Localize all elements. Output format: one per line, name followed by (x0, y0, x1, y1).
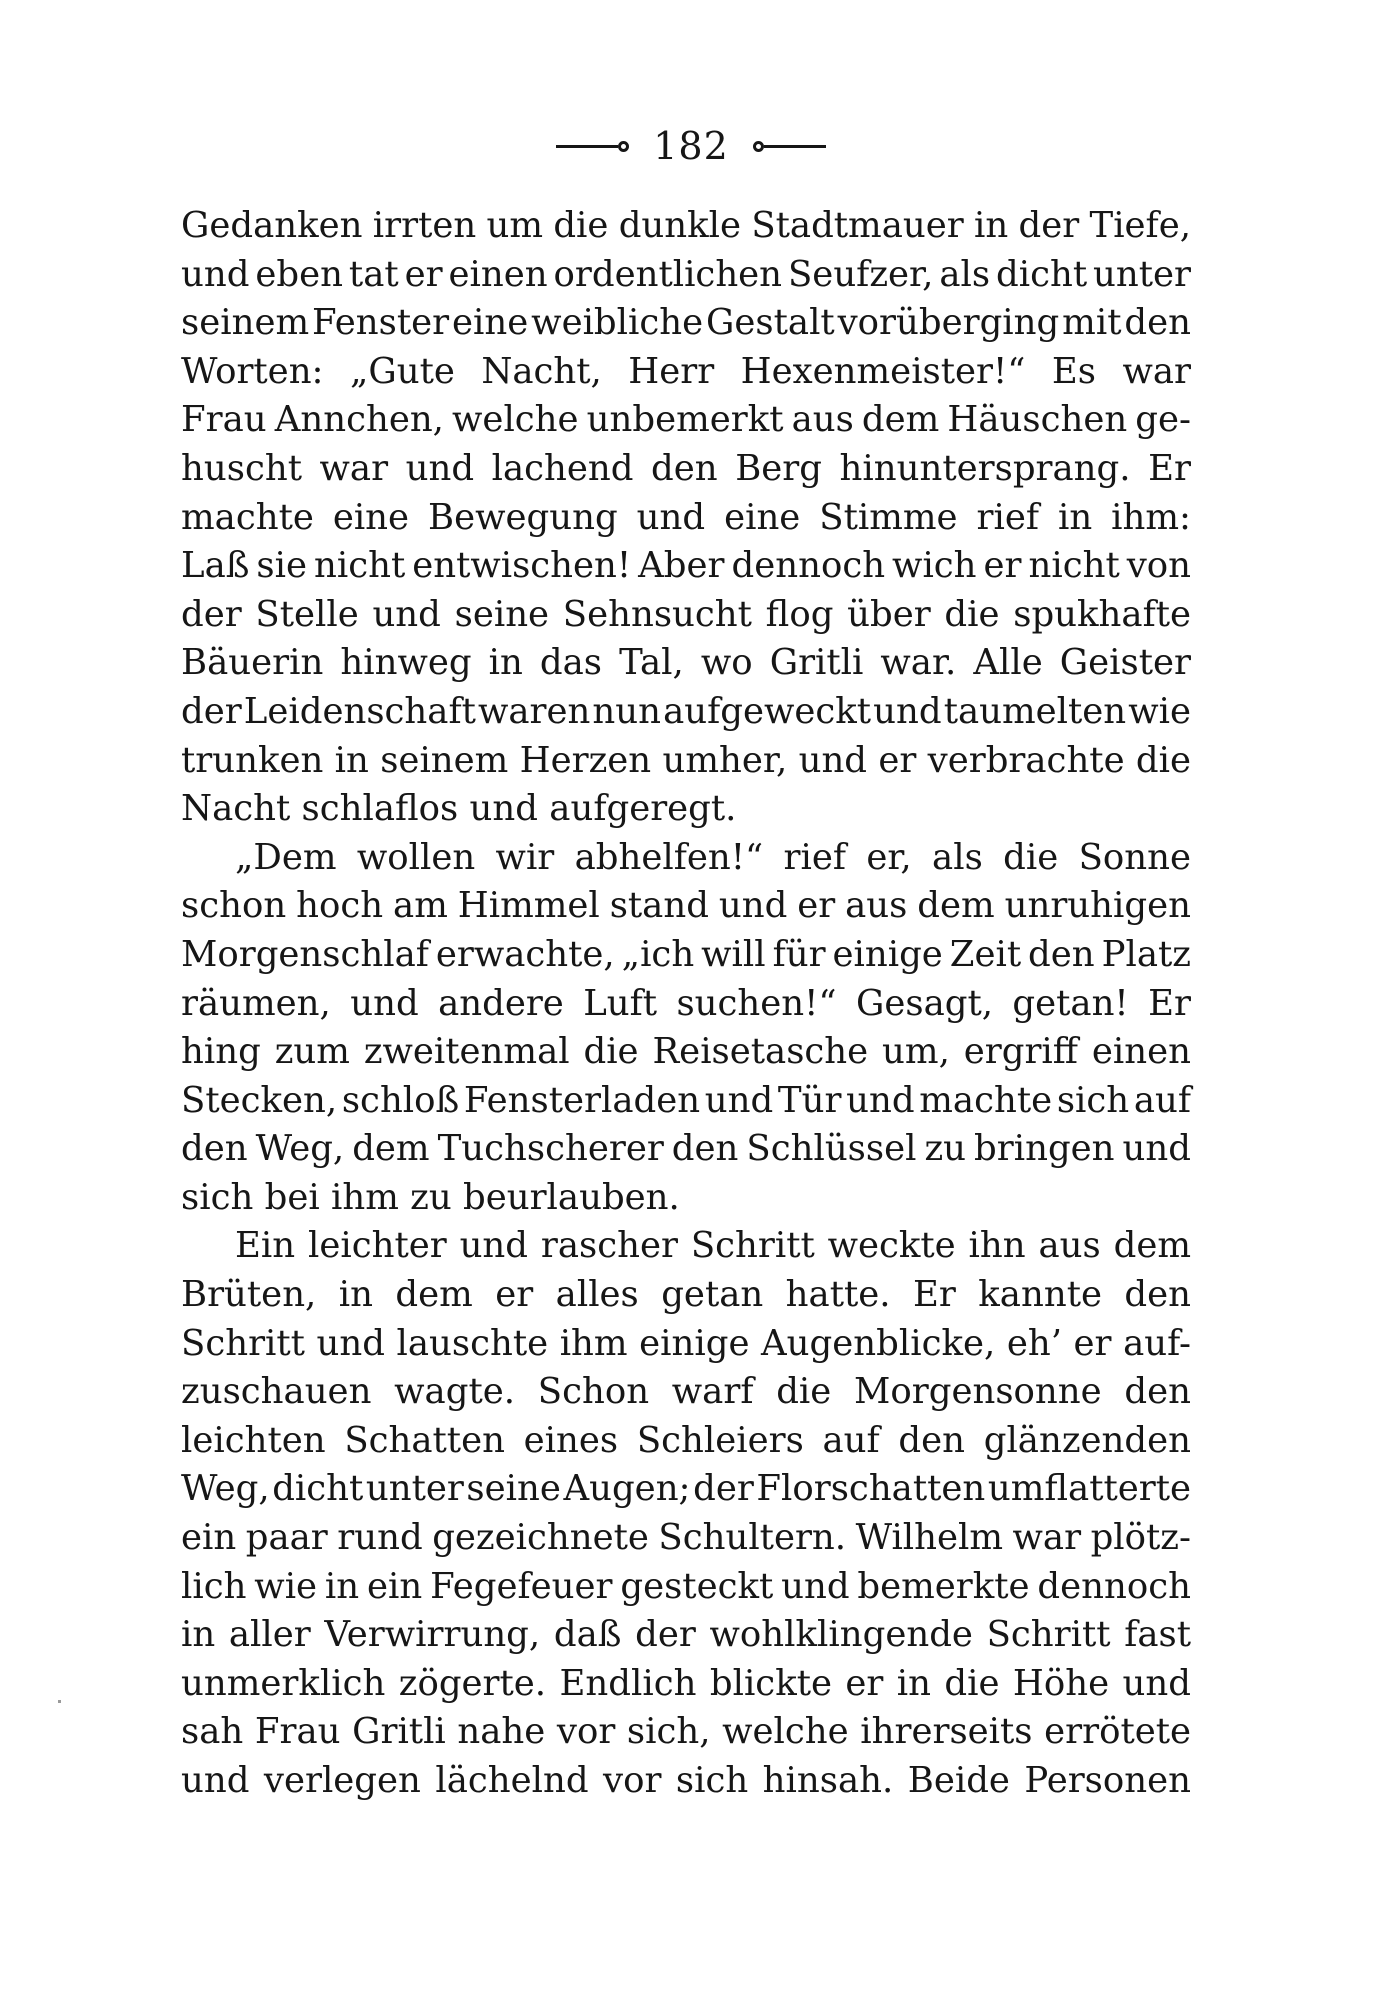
text-line: Schritt und lauschte ihm einige Augenblicke, eh’ er auf- (181, 1322, 1191, 1364)
text-line: leichten Schatten eines Schleiers auf den glänzenden (181, 1419, 1191, 1461)
right-ornament (753, 141, 826, 152)
body-text (181, 202, 1191, 1806)
text-line: hing zum zweitenmal die Reisetasche um, ergriff einen (181, 1031, 1191, 1073)
text-line: den Weg, dem Tuchscherer den Schlüssel zu bringen und (181, 1128, 1191, 1170)
text-line: ein paar rund gezeichnete Schultern. Wilhelm war plötz- (181, 1517, 1191, 1559)
text-line: Frau Annchen, welche unbemerkt aus dem Häuschen ge- (181, 399, 1191, 441)
page-number: 182 (653, 124, 729, 168)
text-line: Morgenschlaf erwachte, „ich will für einige Zeit den Platz (181, 933, 1191, 975)
text-line: seinem Fenster eine weibliche Gestalt vorüberging mit den (181, 302, 1191, 344)
text-line: machte eine Bewegung und eine Stimme rief in ihm: (181, 496, 1191, 538)
paragraph-start-line: „Dem wollen wir abhelfen!“ rief er, als die Sonne (235, 836, 1191, 878)
text-line: und verlegen lächelnd vor sich hinsah. Beide Personen (181, 1760, 1191, 1801)
text-line: Brüten, in dem er alles getan hatte. Er kannte den (181, 1274, 1191, 1316)
text-line: zuschauen wagte. Schon warf die Morgensonne den (181, 1371, 1191, 1413)
paper-speck (58, 1700, 61, 1703)
text-line: in aller Verwirrung, daß der wohlklingende Schritt fast (181, 1614, 1191, 1656)
text-line: räumen, und andere Luft suchen!“ Gesagt, getan! Er (181, 982, 1191, 1024)
text-line: Gedanken irrten um die dunkle Stadtmauer in der Tiefe, (181, 205, 1191, 246)
text-line: und eben tat er einen ordentlichen Seufzer, als dicht unter (181, 253, 1191, 295)
page-header (0, 124, 1382, 168)
text-line: der Stelle und seine Sehnsucht flog über die spukhafte (181, 593, 1191, 635)
text-line: Laß sie nicht entwischen! Aber dennoch wich er nicht von (181, 545, 1191, 587)
text-line: lich wie in ein Fegefeuer gesteckt und bemerkte dennoch (181, 1565, 1191, 1607)
text-line: Bäuerin hinweg in das Tal, wo Gritli war. Alle Geister (181, 642, 1191, 684)
paragraph-end-line: Nacht schlaflos und aufgeregt. (181, 788, 737, 830)
text-line: Worten: „Gute Nacht, Herr Hexenmeister!“ Es war (181, 350, 1191, 392)
text-line: Weg, dicht unter seine Augen; der Florschatten umflatterte (181, 1468, 1191, 1510)
paragraph-end-line: sich bei ihm zu beurlauben. (181, 1176, 680, 1218)
text-line: der Leidenschaft waren nun aufgeweckt und taumelten wie (181, 690, 1191, 732)
text-line: schon hoch am Himmel stand und er aus dem unruhigen (181, 885, 1191, 927)
left-ornament (556, 141, 629, 152)
text-line: Stecken, schloß Fensterladen und Tür und machte sich auf (181, 1079, 1191, 1121)
paragraph-start-line: Ein leichter und rascher Schritt weckte ihn aus dem (235, 1225, 1191, 1267)
text-line: huscht war und lachend den Berg hinuntersprang. Er (181, 447, 1191, 489)
text-line: sah Frau Gritli nahe vor sich, welche ihrerseits errötete (181, 1711, 1191, 1753)
text-line: trunken in seinem Herzen umher, und er verbrachte die (181, 739, 1191, 781)
text-line: unmerklich zögerte. Endlich blickte er in die Höhe und (181, 1662, 1191, 1704)
